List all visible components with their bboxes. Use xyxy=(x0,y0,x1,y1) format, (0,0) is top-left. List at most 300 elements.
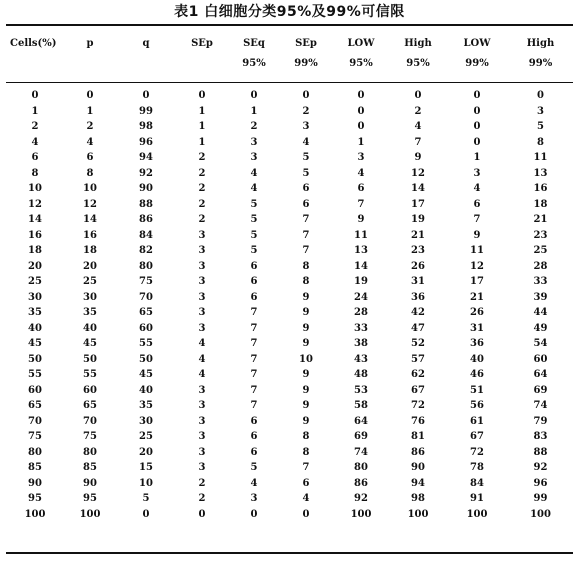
table-cell: 0 xyxy=(142,508,150,520)
table-cell: 14 xyxy=(354,260,368,272)
table-cell: 80 xyxy=(139,260,153,272)
table-cell: 4 xyxy=(302,493,310,504)
table-cell: 94 xyxy=(411,477,425,489)
table-cell: 46 xyxy=(470,369,484,380)
table-cell: 9 xyxy=(302,291,310,303)
header-cell: 95% xyxy=(349,58,373,69)
table-cell: 7 xyxy=(250,322,258,334)
table-cell: 64 xyxy=(533,369,548,380)
table-cell: 86 xyxy=(139,214,153,225)
table-cell: 65 xyxy=(83,400,97,411)
table-cell: 96 xyxy=(533,477,548,489)
table-cell: 7 xyxy=(302,462,310,473)
table-cell: 26 xyxy=(470,307,484,318)
table-cell: 5 xyxy=(302,152,310,163)
table-row xyxy=(6,104,573,120)
table-cell: 8 xyxy=(537,136,544,148)
table-cell: 10 xyxy=(139,477,153,489)
table-cell: 2 xyxy=(198,183,206,194)
table-cell: 54 xyxy=(533,338,548,349)
table-cell: 96 xyxy=(139,136,153,148)
table-cell: 50 xyxy=(139,353,153,365)
table-row xyxy=(6,88,573,104)
table-row xyxy=(6,321,573,337)
table-cell: 36 xyxy=(411,291,425,303)
table-cell: 49 xyxy=(533,322,548,334)
table-row xyxy=(6,305,573,321)
table-cell: 5 xyxy=(537,121,544,132)
table-cell: 0 xyxy=(302,508,310,520)
table-cell: 9 xyxy=(302,307,310,318)
table-cell: 80 xyxy=(28,446,42,458)
table-cell: 50 xyxy=(83,353,97,365)
table-cell: 5 xyxy=(250,214,258,225)
table-cell: 7 xyxy=(302,214,310,225)
table-cell: 55 xyxy=(139,338,153,349)
table-cell: 9 xyxy=(357,214,365,225)
table-row xyxy=(6,367,573,383)
table-cell: 31 xyxy=(470,322,484,334)
table-cell: 35 xyxy=(28,307,42,318)
table-cell: 86 xyxy=(354,477,368,489)
table-cell: 14 xyxy=(28,214,42,225)
header-cell: 95% xyxy=(242,58,266,69)
table-cell: 80 xyxy=(354,462,368,473)
table-cell: 31 xyxy=(411,276,425,287)
table-cell: 53 xyxy=(354,384,368,396)
table-cell: 81 xyxy=(411,431,425,442)
table-row xyxy=(6,460,573,476)
table-cell: 0 xyxy=(357,121,365,132)
table-cell: 14 xyxy=(411,183,425,194)
table-cell: 11 xyxy=(533,152,548,163)
table-cell: 0 xyxy=(142,90,150,101)
header-cell: LOW xyxy=(463,38,491,49)
table-cell: 16 xyxy=(83,229,97,241)
table-cell: 0 xyxy=(250,90,258,101)
table-cell: 40 xyxy=(470,353,484,365)
table-cell: 3 xyxy=(250,493,258,504)
table-cell: 3 xyxy=(198,260,206,272)
table-cell: 36 xyxy=(470,338,484,349)
table-cell: 2 xyxy=(198,198,206,210)
table-cell: 1 xyxy=(31,105,39,117)
table-cell: 85 xyxy=(28,462,42,473)
table-cell: 50 xyxy=(28,353,42,365)
table-cell: 5 xyxy=(142,493,150,504)
table-row xyxy=(6,336,573,352)
table-cell: 4 xyxy=(198,369,206,380)
table-cell: 3 xyxy=(198,291,206,303)
table-cell: 10 xyxy=(83,183,97,194)
table-cell: 6 xyxy=(357,183,365,194)
table-cell: 25 xyxy=(533,245,548,256)
table-cell: 11 xyxy=(354,229,368,241)
table-cell: 3 xyxy=(198,384,206,396)
table-cell: 61 xyxy=(470,415,484,427)
table-cell: 90 xyxy=(139,183,153,194)
table-cell: 72 xyxy=(470,446,484,458)
table-cell: 3 xyxy=(198,415,206,427)
table-cell: 7 xyxy=(250,369,258,380)
table-cell: 7 xyxy=(250,338,258,349)
table-cell: 90 xyxy=(83,477,97,489)
table-cell: 5 xyxy=(250,229,258,241)
table-cell: 23 xyxy=(533,229,548,241)
table-cell: 72 xyxy=(411,400,425,411)
header-cell: SEp xyxy=(191,38,213,49)
table-cell: 10 xyxy=(28,183,42,194)
table-cell: 65 xyxy=(28,400,42,411)
table-cell: 4 xyxy=(473,183,481,194)
table-cell: 6 xyxy=(250,431,258,442)
table-cell: 4 xyxy=(250,183,258,194)
header-cell: 95% xyxy=(406,58,430,69)
table-cell: 100 xyxy=(350,508,372,520)
table-cell: 45 xyxy=(28,338,42,349)
table-cell: 4 xyxy=(198,353,206,365)
table-cell: 4 xyxy=(414,121,422,132)
table-cell: 6 xyxy=(302,198,310,210)
top-rule xyxy=(6,24,573,26)
table-cell: 57 xyxy=(411,353,425,365)
table-cell: 0 xyxy=(473,90,481,101)
table-cell: 92 xyxy=(533,462,548,473)
bottom-rule xyxy=(6,552,573,554)
table-cell: 40 xyxy=(139,384,153,396)
table-row xyxy=(6,429,573,445)
table-cell: 24 xyxy=(354,291,368,303)
table-cell: 6 xyxy=(250,446,258,458)
table-cell: 0 xyxy=(250,508,258,520)
table-cell: 23 xyxy=(411,245,425,256)
table-cell: 18 xyxy=(533,198,548,210)
header-rule xyxy=(6,82,573,83)
table-cell: 25 xyxy=(83,276,97,287)
table-cell: 6 xyxy=(302,183,310,194)
table-row xyxy=(6,383,573,399)
table-cell: 2 xyxy=(198,477,206,489)
table-row xyxy=(6,166,573,182)
table-cell: 74 xyxy=(533,400,548,411)
table-cell: 35 xyxy=(83,307,97,318)
table-cell: 51 xyxy=(470,384,484,396)
table-cell: 3 xyxy=(198,245,206,256)
table-cell: 9 xyxy=(302,369,310,380)
table-cell: 69 xyxy=(354,431,368,442)
header-row-1 xyxy=(6,34,573,54)
table-cell: 6 xyxy=(250,415,258,427)
table-cell: 45 xyxy=(139,369,153,380)
table-cell: 28 xyxy=(533,260,548,272)
table-cell: 99 xyxy=(139,105,153,117)
header-cell: SEq xyxy=(243,38,265,49)
table-cell: 12 xyxy=(411,167,425,179)
table-cell: 3 xyxy=(357,152,365,163)
table-cell: 60 xyxy=(139,322,153,334)
table-cell: 25 xyxy=(139,431,153,442)
table-title: 表1 白细胞分类95%及99%可信限 xyxy=(174,4,405,20)
table-cell: 67 xyxy=(470,431,484,442)
table-cell: 7 xyxy=(414,136,422,148)
table-cell: 20 xyxy=(83,260,97,272)
table-row xyxy=(6,445,573,461)
table-cell: 99 xyxy=(533,493,548,504)
table-cell: 52 xyxy=(411,338,425,349)
table-cell: 9 xyxy=(302,338,310,349)
table-cell: 38 xyxy=(354,338,368,349)
table-cell: 0 xyxy=(357,90,365,101)
table-row xyxy=(6,150,573,166)
table-cell: 12 xyxy=(83,198,97,210)
table-cell: 9 xyxy=(414,152,422,163)
table-cell: 75 xyxy=(28,431,42,442)
table-cell: 9 xyxy=(302,384,310,396)
table-cell: 4 xyxy=(198,338,206,349)
header-cell: 99% xyxy=(465,58,489,69)
table-cell: 3 xyxy=(302,121,310,132)
table-cell: 8 xyxy=(302,276,310,287)
header-cell: 99% xyxy=(528,58,553,69)
table-cell: 26 xyxy=(411,260,425,272)
table-cell: 92 xyxy=(139,167,153,179)
table-cell: 2 xyxy=(198,152,206,163)
table-cell: 30 xyxy=(83,291,97,303)
table-cell: 85 xyxy=(83,462,97,473)
table-cell: 28 xyxy=(354,307,368,318)
table-cell: 95 xyxy=(28,493,42,504)
table-cell: 30 xyxy=(139,415,153,427)
table-cell: 3 xyxy=(198,229,206,241)
table-row xyxy=(6,228,573,244)
table-cell: 2 xyxy=(302,105,310,117)
table-cell: 13 xyxy=(354,245,368,256)
table-cell: 2 xyxy=(250,121,258,132)
table-cell: 56 xyxy=(470,400,484,411)
table-row xyxy=(6,181,573,197)
table-cell: 7 xyxy=(357,198,365,210)
table-cell: 11 xyxy=(470,245,484,256)
table-cell: 3 xyxy=(198,307,206,318)
header-cell: q xyxy=(142,38,150,49)
table-cell: 7 xyxy=(250,400,258,411)
table-cell: 5 xyxy=(250,462,258,473)
table-cell: 4 xyxy=(302,136,310,148)
table-cell: 0 xyxy=(302,90,310,101)
table-cell: 6 xyxy=(86,152,94,163)
table-cell: 75 xyxy=(139,276,153,287)
table-cell: 3 xyxy=(250,152,258,163)
table-cell: 8 xyxy=(302,260,310,272)
table-cell: 100 xyxy=(24,508,46,520)
table-cell: 1 xyxy=(198,136,206,148)
table-cell: 4 xyxy=(250,477,258,489)
table-cell: 78 xyxy=(470,462,484,473)
table-cell: 8 xyxy=(86,167,94,179)
table-cell: 79 xyxy=(533,415,548,427)
table-cell: 74 xyxy=(354,446,368,458)
table-cell: 0 xyxy=(473,121,481,132)
table-cell: 100 xyxy=(466,508,488,520)
table-cell: 0 xyxy=(86,90,94,101)
table-cell: 25 xyxy=(28,276,42,287)
table-cell: 7 xyxy=(250,384,258,396)
table-cell: 1 xyxy=(198,121,206,132)
table-cell: 0 xyxy=(473,136,481,148)
table-cell: 0 xyxy=(31,90,39,101)
table-cell: 35 xyxy=(139,400,153,411)
table-cell: 21 xyxy=(470,291,484,303)
table-row xyxy=(6,135,573,151)
table-cell: 0 xyxy=(198,90,206,101)
table-cell: 84 xyxy=(470,477,484,489)
table-cell: 70 xyxy=(28,415,42,427)
table-row xyxy=(6,119,573,135)
table-body xyxy=(6,88,573,522)
header-cell xyxy=(176,54,228,74)
table-cell: 33 xyxy=(354,322,368,334)
table-cell: 5 xyxy=(250,198,258,210)
table-cell: 8 xyxy=(302,431,310,442)
table-row xyxy=(6,212,573,228)
table-cell: 18 xyxy=(28,245,42,256)
table-cell: 19 xyxy=(354,276,368,287)
table-cell: 3 xyxy=(537,105,544,117)
table-cell: 65 xyxy=(139,307,153,318)
table-cell: 100 xyxy=(79,508,101,520)
header-cell: LOW xyxy=(347,38,375,49)
table-row xyxy=(6,398,573,414)
table-cell: 69 xyxy=(533,384,548,396)
table-cell: 6 xyxy=(31,152,39,163)
table-cell: 45 xyxy=(83,338,97,349)
table-cell: 20 xyxy=(139,446,153,458)
header-row-2 xyxy=(6,54,573,74)
table-cell: 84 xyxy=(139,229,153,241)
table-cell: 100 xyxy=(407,508,429,520)
table-cell: 1 xyxy=(250,105,258,117)
table-cell: 15 xyxy=(139,462,153,473)
table-cell: 7 xyxy=(250,307,258,318)
table-cell: 98 xyxy=(139,121,153,132)
table-cell: 3 xyxy=(198,462,206,473)
table-cell: 9 xyxy=(302,322,310,334)
table-cell: 70 xyxy=(139,291,153,303)
table-cell: 4 xyxy=(31,136,39,148)
table-cell: 16 xyxy=(533,183,548,194)
table-cell: 80 xyxy=(83,446,97,458)
table-cell: 95 xyxy=(83,493,97,504)
table-cell: 33 xyxy=(533,276,548,287)
table-cell: 6 xyxy=(302,477,310,489)
header-cell xyxy=(116,54,176,74)
table-cell: 16 xyxy=(28,229,42,241)
table-cell: 92 xyxy=(354,493,368,504)
table-cell: 8 xyxy=(31,167,39,179)
table-cell: 75 xyxy=(83,431,97,442)
table-cell: 0 xyxy=(198,508,206,520)
header-cell: p xyxy=(86,38,94,49)
table-row xyxy=(6,274,573,290)
table-cell: 76 xyxy=(411,415,425,427)
table-cell: 40 xyxy=(28,322,42,334)
table-cell: 55 xyxy=(28,369,42,380)
table-cell: 21 xyxy=(411,229,425,241)
table-cell: 55 xyxy=(83,369,97,380)
table-cell: 60 xyxy=(533,353,548,365)
table-cell: 4 xyxy=(250,167,258,179)
table-cell: 8 xyxy=(302,446,310,458)
table-cell: 7 xyxy=(250,353,258,365)
table-row xyxy=(6,290,573,306)
table-cell: 88 xyxy=(533,446,548,458)
table-cell: 43 xyxy=(354,353,368,365)
header-cell: 99% xyxy=(294,58,318,69)
table-cell: 20 xyxy=(28,260,42,272)
table-cell: 58 xyxy=(354,400,368,411)
table-cell: 3 xyxy=(198,322,206,334)
table-cell: 2 xyxy=(414,105,422,117)
header-cell: Cells(%) xyxy=(10,38,57,49)
table-cell: 3 xyxy=(198,276,206,287)
table-row xyxy=(6,414,573,430)
table-cell: 90 xyxy=(411,462,425,473)
table-cell: 12 xyxy=(28,198,42,210)
table-row xyxy=(6,243,573,259)
table-header xyxy=(6,34,573,74)
table-cell: 42 xyxy=(411,307,425,318)
table-cell: 6 xyxy=(473,198,481,210)
table-cell: 30 xyxy=(28,291,42,303)
table-cell: 100 xyxy=(530,508,551,520)
table-cell: 39 xyxy=(533,291,548,303)
table-cell: 91 xyxy=(470,493,484,504)
table-cell: 9 xyxy=(302,415,310,427)
table-cell: 14 xyxy=(83,214,97,225)
table-cell: 60 xyxy=(28,384,42,396)
table-cell: 98 xyxy=(411,493,425,504)
table-cell: 0 xyxy=(357,105,365,117)
table-cell: 1 xyxy=(198,105,206,117)
table-cell: 60 xyxy=(83,384,97,396)
table-cell: 48 xyxy=(354,369,368,380)
table-cell: 7 xyxy=(302,229,310,241)
table-cell: 9 xyxy=(302,400,310,411)
table-row xyxy=(6,491,573,507)
table-cell: 44 xyxy=(533,307,548,318)
table-cell: 82 xyxy=(139,245,153,256)
table-cell: 64 xyxy=(354,415,368,427)
table-cell: 4 xyxy=(86,136,94,148)
table-cell: 2 xyxy=(198,493,206,504)
table-cell: 88 xyxy=(139,198,153,210)
table-cell: 2 xyxy=(198,167,206,179)
table-cell: 2 xyxy=(198,214,206,225)
table-cell: 21 xyxy=(533,214,548,225)
table-cell: 17 xyxy=(411,198,425,210)
table-cell: 6 xyxy=(250,260,258,272)
table-row xyxy=(6,507,573,523)
table-cell: 6 xyxy=(250,291,258,303)
table-cell: 13 xyxy=(533,167,548,179)
table-cell: 18 xyxy=(83,245,97,256)
table-cell: 94 xyxy=(139,152,153,163)
table-cell: 47 xyxy=(411,322,425,334)
table-cell: 62 xyxy=(411,369,425,380)
header-cell xyxy=(6,54,64,74)
table-cell: 86 xyxy=(411,446,425,458)
table-cell: 9 xyxy=(473,229,481,241)
